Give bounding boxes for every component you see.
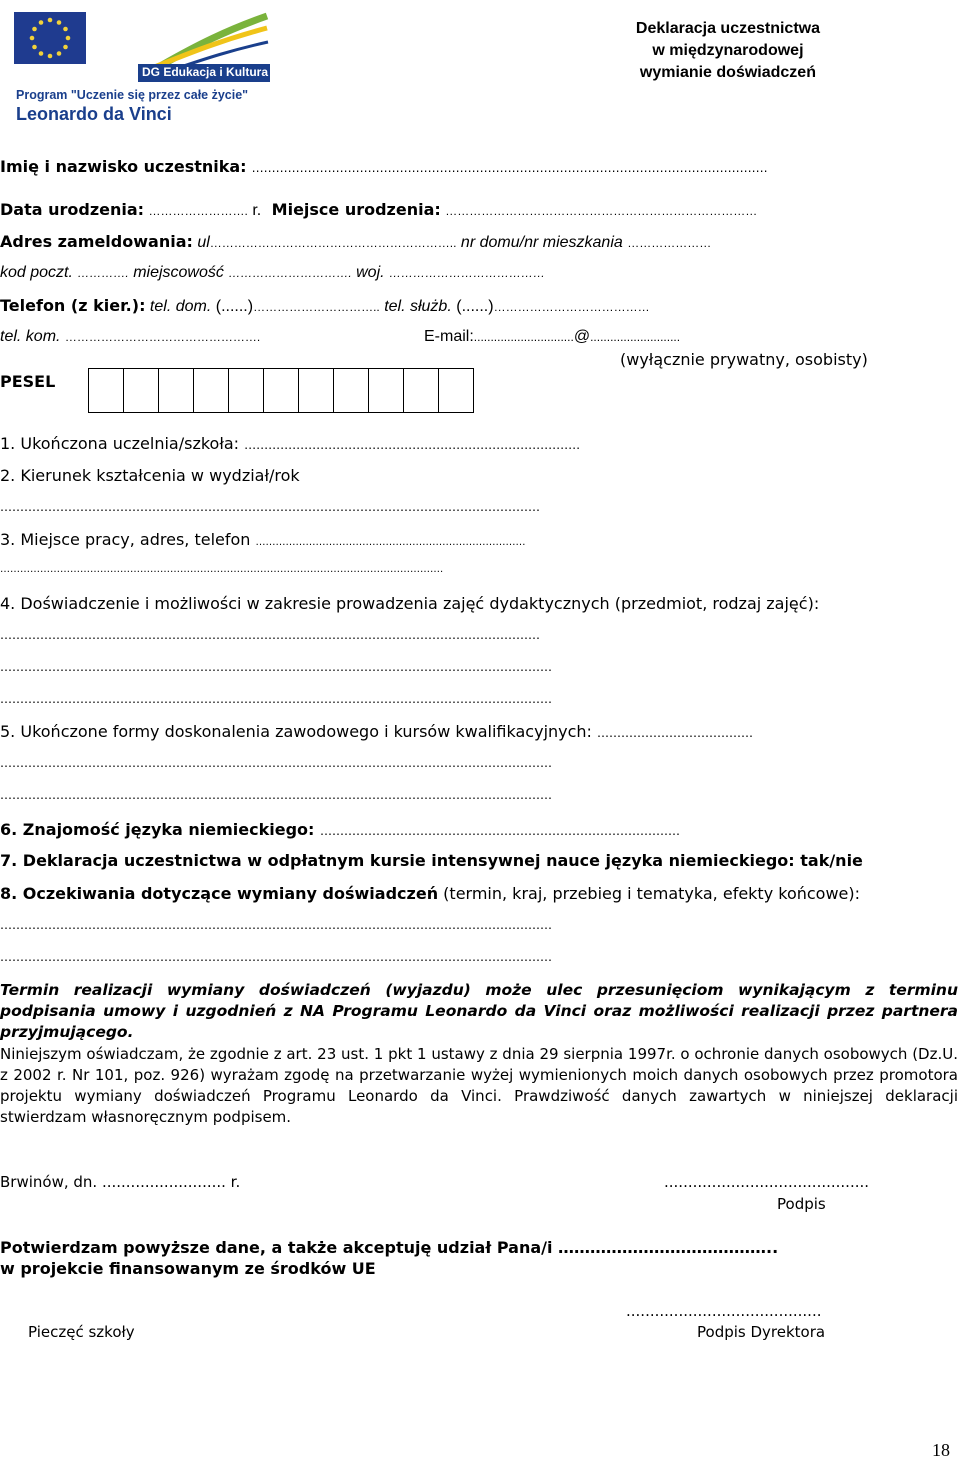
pesel-box[interactable]: [299, 369, 334, 412]
pesel-grid: [88, 368, 474, 413]
email-note: [620, 350, 868, 369]
name-field[interactable]: …………………………………………………………………………………………………………………: [251, 161, 768, 175]
pesel-box[interactable]: [439, 369, 474, 412]
school-stamp-label: Pieczęć szkoły: [28, 1323, 135, 1341]
confirm-line-1: Potwierdzam powyższe dane, a także akceptuję udział Pana/i …………………………………..: [0, 1238, 779, 1257]
email-domain-field[interactable]: ...........................: [590, 330, 681, 344]
section-5: [0, 722, 753, 741]
section-2-label: 2. Kierunek kształcenia w wydział/rok: [0, 466, 300, 485]
page-number: 18: [932, 1440, 950, 1460]
director-signature-line[interactable]: .........................................: [626, 1302, 822, 1320]
mobile-label: tel. kom.: [0, 328, 61, 345]
mobile-field[interactable]: ………………………………………….: [64, 330, 261, 344]
home-phone-field[interactable]: …………………………..: [253, 300, 380, 314]
year-suffix: r.: [252, 202, 262, 219]
program-logo: [12, 10, 282, 132]
section-5-field-2[interactable]: …………………………………………………………………………………………………………………………: [0, 756, 552, 770]
voivodeship-field[interactable]: …………………………………: [389, 266, 546, 280]
logo-org2: Program "Uczenie się przez całe życie": [16, 88, 249, 102]
section-4-field-2[interactable]: …………………………………………………………………………………………………………………………: [0, 660, 552, 674]
title-line-2: w międzynarodowej: [652, 42, 804, 59]
section-1-label: 1. Ukończona uczelnia/szkoła:: [0, 434, 240, 453]
address-row: [0, 232, 711, 252]
section-4-label: 4. Doświadczenie i możliwości w zakresie prowadzenia zajęć dydaktycznych (przedmiot, rodzaj zajęć):: [0, 594, 820, 613]
place-date[interactable]: Brwinów, dn. .......................... r.: [0, 1173, 241, 1191]
section-4-field-1[interactable]: ………………………………………………………………………………………………………………………: [0, 628, 540, 642]
section-8-note: (termin, kraj, przebieg i tematyka, efekty końcowe):: [443, 884, 861, 903]
section-6-field[interactable]: ………………………………………………………………………………: [320, 824, 680, 838]
section-1: [0, 434, 580, 453]
work-phone-field[interactable]: …………………………………: [493, 300, 650, 314]
name-row: [0, 157, 768, 176]
logo-org3: Leonardo da Vinci: [16, 104, 172, 124]
pesel-box[interactable]: [159, 369, 194, 412]
section-8-field-2[interactable]: …………………………………………………………………………………………………………………………: [0, 950, 552, 964]
email-label: E-mail:: [424, 328, 474, 345]
town-label: miejscowość: [133, 264, 224, 281]
email-at: @: [573, 328, 591, 345]
home-area-code[interactable]: (......): [215, 298, 254, 315]
email-row: [424, 328, 680, 346]
section-4-field-3[interactable]: …………………………………………………………………………………………………………………………: [0, 692, 552, 706]
town-field[interactable]: ………………………….: [228, 266, 352, 280]
postal-row: [0, 264, 545, 282]
section-8-label: 8. Oczekiwania dotyczące wymiany doświadczeń: [0, 884, 439, 903]
section-6: [0, 820, 680, 839]
section-8: [0, 884, 860, 903]
section-1-field[interactable]: …………………………………………………………………………: [244, 438, 581, 452]
section-2-field[interactable]: ………………………………………………………………………………………………………………………: [0, 500, 540, 514]
street-field[interactable]: ……………………………………………………..: [209, 236, 457, 250]
pesel-box[interactable]: [194, 369, 229, 412]
pesel-box[interactable]: [229, 369, 264, 412]
pesel-box[interactable]: [89, 369, 124, 412]
section-7-label: 7. Deklaracja uczestnictwa w odpłatnym kursie intensywnej nauce języka niemieckiego: tak/nie: [0, 851, 863, 870]
section-5-field-3[interactable]: …………………………………………………………………………………………………………………………: [0, 788, 552, 802]
document-title: [636, 18, 820, 84]
section-3-field-2[interactable]: …………………………………………………………………………………………………………………….: [0, 564, 444, 575]
birth-place-field[interactable]: ……………………………………………………………………: [445, 204, 758, 218]
pesel-box[interactable]: [264, 369, 299, 412]
confirm-line-2: w projekcie finansowanym ze środków UE: [0, 1259, 376, 1278]
title-line-1: Deklaracja uczestnictwa: [635, 20, 820, 37]
home-phone-label: tel. dom.: [149, 298, 212, 315]
logo-org1: DG Edukacja i Kultura: [142, 65, 269, 79]
phone-label: Telefon (z kier.):: [0, 296, 146, 315]
house-field[interactable]: …………………: [627, 236, 712, 250]
postal-label: kod poczt.: [0, 264, 73, 281]
email-note-text: (wyłącznie prywatny, osobisty): [620, 350, 868, 369]
signature-line[interactable]: ...........................................: [664, 1173, 870, 1191]
work-phone-label: tel. służb.: [384, 298, 452, 315]
section-3-field[interactable]: ………………………………………………………………………: [255, 537, 526, 548]
birth-row: [0, 200, 757, 220]
section-5-field[interactable]: …………………………………: [597, 726, 754, 740]
pesel-box[interactable]: [124, 369, 159, 412]
email-user-field[interactable]: ..............................: [473, 330, 574, 344]
birth-date-field[interactable]: …………………….: [148, 204, 248, 218]
postal-field[interactable]: ………….: [77, 266, 129, 280]
birth-place-label: Miejsce urodzenia:: [271, 200, 441, 219]
section-3-label: 3. Miejsce pracy, adres, telefon: [0, 530, 251, 549]
house-label: nr domu/nr mieszkania: [460, 234, 623, 251]
director-signature-label: Podpis Dyrektora: [697, 1323, 826, 1341]
phone-row: [0, 296, 650, 316]
term-notice: Termin realizacji wymiany doświadczeń (wyjazdu) może ulec przesunięciom wynikającym z terminu podpisania umowy i uzgodnień z NA Programu Leonardo da Vinci oraz możliwości realizacji przez partnera przyjmującego.: [0, 981, 958, 1041]
name-label: Imię i nazwisko uczestnika:: [0, 157, 247, 176]
section-5-label: 5. Ukończone formy doskonalenia zawodowego i kursów kwalifikacyjnych:: [0, 722, 592, 741]
address-label: Adres zameldowania:: [0, 232, 193, 251]
street-label: ul: [197, 234, 210, 251]
birth-date-label: Data urodzenia:: [0, 200, 145, 219]
title-line-3: wymianie doświadczeń: [639, 64, 816, 81]
pesel-box[interactable]: [404, 369, 439, 412]
mobile-row: [0, 328, 260, 346]
voivodeship-label: woj.: [356, 264, 385, 281]
signature-label: Podpis: [777, 1195, 826, 1213]
pesel-box[interactable]: [334, 369, 369, 412]
section-6-label: 6. Znajomość języka niemieckiego:: [0, 820, 315, 839]
section-3: [0, 530, 526, 549]
pesel-label: PESEL: [0, 372, 56, 391]
work-area-code[interactable]: (......): [456, 298, 494, 315]
section-8-field-1[interactable]: …………………………………………………………………………………………………………………………: [0, 918, 552, 932]
consent-text: Niniejszym oświadczam, że zgodnie z art. 23 ust. 1 pkt 1 ustawy z dnia 29 sierpnia 1997r. o ochronie danych osobowych (Dz.U. z 2002 r. Nr 101, poz. 926) wyrażam zgodę na przetwarzanie wyżej wymienionych moich danych osobowych przez promotora projektu wymiany doświadczeń Programu Leonardo da Vinci. Prawdziwość danych zawartych w niniejszej deklaracji stwierdzam własnoręcznym podpisem.: [0, 1045, 958, 1126]
pesel-box[interactable]: [369, 369, 404, 412]
